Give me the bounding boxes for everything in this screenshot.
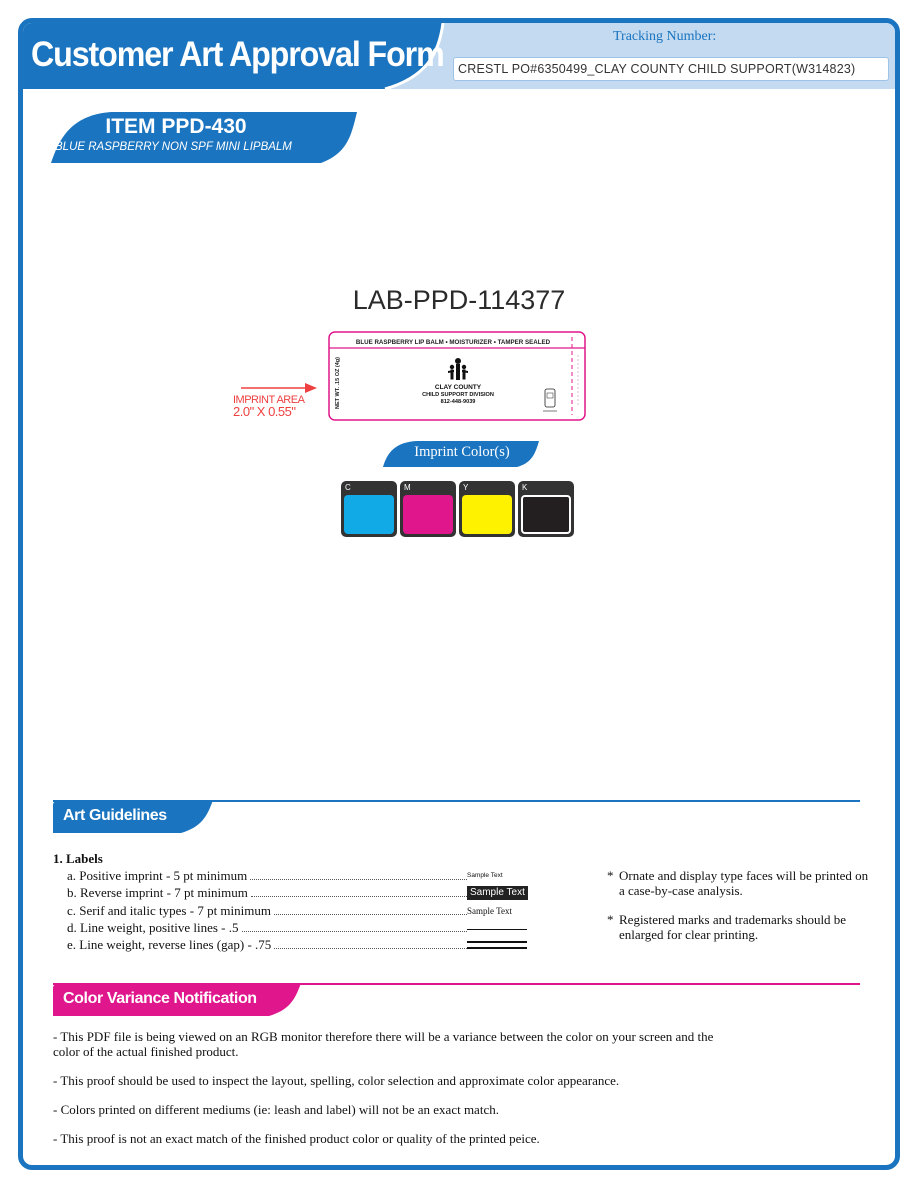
note-text: Registered marks and trademarks should be enlarged for clear printing.: [619, 912, 847, 942]
imprint-area-size: 2.0" X 0.55": [233, 404, 296, 419]
sample-line-positive: [467, 929, 527, 930]
swatch-fill: [403, 495, 453, 534]
swatch-fill: [344, 495, 394, 534]
imprint-line-3: 812-448-9039: [440, 399, 476, 405]
leader-dots: [251, 885, 467, 897]
swatch-fill: [462, 495, 512, 534]
swatch-label: Y: [463, 483, 469, 492]
sample-reverse: Sample Text: [467, 886, 528, 900]
note-text: Ornate and display type faces will be printed on a case-by-case analysis.: [619, 868, 869, 898]
net-weight-text: NET WT. .15 OZ (4g): [335, 357, 341, 409]
swatch-yellow: [459, 481, 515, 537]
swatch-label: M: [404, 483, 411, 492]
arrow-right-icon: [241, 381, 321, 395]
sample-positive: Sample Text: [467, 872, 503, 879]
label-proof: [328, 331, 586, 421]
imprint-line-2: CHILD SUPPORT DIVISION: [422, 392, 494, 398]
variance-line: - Colors printed on different mediums (ie: leash and label) will not be an exact match.: [53, 1102, 499, 1117]
swatch-fill: [521, 495, 571, 534]
leader-dots: [250, 868, 467, 880]
approval-form: [18, 18, 900, 1170]
guideline-text: d. Line weight, positive lines - .5: [67, 920, 239, 935]
guideline-text: c. Serif and italic types - 7 pt minimum: [67, 903, 271, 918]
guideline-item: [67, 903, 467, 919]
imprint-area-callout: [233, 395, 304, 417]
guideline-text: e. Line weight, reverse lines (gap) - .75: [67, 937, 272, 952]
variance-line: - This proof is not an exact match of the finished product color or quality of the printed peice.: [53, 1131, 540, 1146]
imprint-line-1: CLAY COUNTY: [434, 384, 482, 391]
swatch-black: [518, 481, 574, 537]
labels-heading: 1. Labels: [53, 851, 103, 866]
swatch-label: C: [345, 483, 351, 492]
guideline-item: [67, 885, 467, 901]
leader-dots: [274, 903, 467, 915]
guideline-text: a. Positive imprint - 5 pt minimum: [67, 868, 248, 883]
variance-line: - This proof should be used to inspect the layout, spelling, color selection and approximate color appearance.: [53, 1073, 620, 1088]
variance-line: - This PDF file is being viewed on an RGB monitor therefore there will be a variance between the color on your screen and the color of the actual finished product.: [53, 1029, 714, 1059]
guideline-item: [67, 868, 467, 884]
item-description: BLUE RASPBERRY NON SPF MINI LIPBALM: [55, 141, 292, 153]
imprint-colors-heading: Imprint Color(s): [414, 444, 510, 460]
leader-dots: [242, 920, 467, 932]
swatch-magenta: [400, 481, 456, 537]
tracking-number-field: CRESTL PO#6350499_CLAY COUNTY CHILD SUPPORT(W314823): [453, 57, 889, 81]
item-tab: [51, 109, 363, 163]
imprint-area-label: IMPRINT AREA: [233, 394, 305, 406]
color-variance-heading: Color Variance Notification: [63, 990, 257, 1007]
swatch-cyan: [341, 481, 397, 537]
guideline-note: * Registered marks and trademarks should be enlarged for clear printing.: [607, 912, 877, 942]
leader-dots: [274, 937, 467, 949]
sample-line-reverse: [467, 941, 527, 949]
guideline-item: [67, 937, 467, 953]
guideline-item: [67, 920, 467, 936]
label-band-text: BLUE RASPBERRY LIP BALM • MOISTURIZER • TAMPER SEALED: [355, 339, 551, 346]
sample-serif: Sample Text: [467, 906, 512, 916]
item-number: ITEM PPD-430: [105, 115, 247, 138]
guideline-note: * Ornate and display type faces will be printed on a case-by-case analysis.: [607, 868, 877, 898]
form-title: Customer Art Approval Form: [31, 35, 444, 74]
guideline-text: b. Reverse imprint - 7 pt minimum: [67, 885, 248, 900]
tracking-number-label: Tracking Number:: [613, 29, 717, 44]
form-header: [23, 23, 895, 89]
swatch-label: K: [522, 483, 528, 492]
lab-number: LAB-PPD-114377: [352, 285, 566, 315]
art-guidelines-heading: Art Guidelines: [63, 807, 167, 824]
